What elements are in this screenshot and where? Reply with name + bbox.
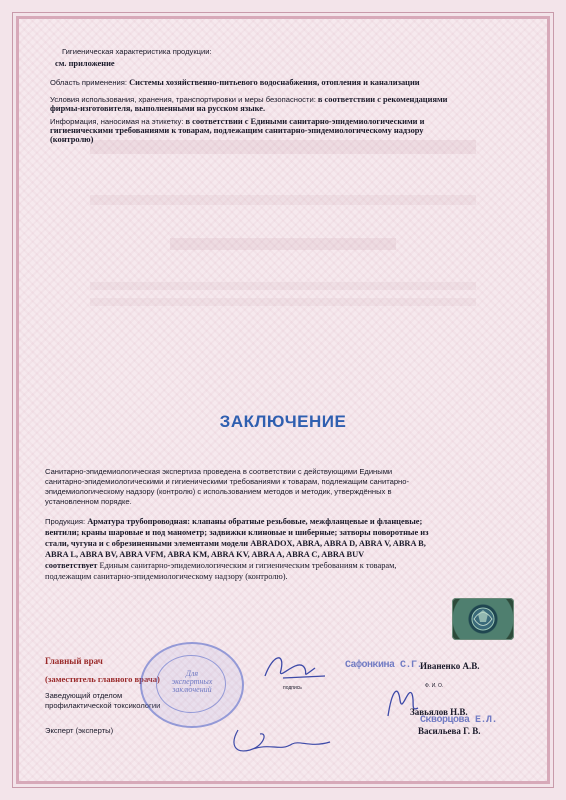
name-stamp-skvortsova: Скворцова Е.Л. [420,715,498,726]
product-line4: ABRA L, ABRA BV, ABRA VFM, ABRA KM, ABRA KV, ABRA A, ABRA C, ABRA BUV [45,550,365,559]
bg-pattern-band [90,298,476,306]
official-stamp [140,642,244,728]
name-stamp-safonkina: Сафонкина С.Г. [345,660,423,671]
fio-caption: Ф. И. О. [425,683,444,689]
name-chief: Иваненко А.В. [420,661,480,671]
label-value-2: гигиеническими требованиями к товарам, подлежащим санитарно-эпидемиологическому надзору [50,126,424,135]
usage-value-1: в соответствии с рекомендациями [317,95,448,104]
scope-line [50,78,420,88]
chief-doctor-label: Главный врач [45,656,103,666]
stamp-text-line1: Для [185,669,199,678]
emblem-icon [452,598,514,640]
complies-bold: соответствует [45,561,98,570]
complies-line2: подлежащим санитарно-эпидемиологическому надзору (контролю). [45,572,288,581]
hygiene-label: Гигиеническая характеристика продукции: [62,47,212,56]
name-head: Завьялов Н.В. [410,707,468,717]
bg-pattern-band [90,140,476,154]
scope-value: Системы хозяйственно-питьевого водоснабжения, отопления и канализации [129,78,420,87]
product-line1 [45,517,422,527]
signature-chief [255,648,335,688]
product-text-1: Арматура трубопроводная: клапаны обратные резьбовые, межфланцевые и фланцевые; [87,517,423,526]
bg-pattern-band [90,195,476,205]
head-dept-line1: Заведующий отделом [45,691,123,700]
head-dept-line2: профилактической токсикологии [45,701,161,710]
usage-label: Условия использования, хранения, транспортировки и меры безопасности: [50,95,316,104]
stamp-text-line2: экспертных [171,677,213,686]
para1-line4: установленном порядке. [45,497,132,506]
para1-line2: санитарно-эпидемиологическими и гигиеническими требованиями к товарам, подлежащим санитарно- [45,477,409,486]
label-value-1: в соответствии с Едиными санитарно-эпидемиологическими и [185,117,425,126]
complies-rest: Единым санитарно-эпидемиологическим и гигиеническим требованиям к товарам, [99,561,397,570]
usage-value-2: фирмы-изготовителя, выполненными на русском языке. [50,104,266,113]
stamp-text [142,670,242,694]
signature-caption: подпись [283,685,302,691]
expert-label: Эксперт (эксперты) [45,726,114,735]
bg-pattern-band [170,238,396,250]
para1-line3: эпидемиологическому надзору (контролю) с использованием методов и методик, утверждённых в [45,487,392,496]
label-value-3: (контролю) [50,135,94,144]
product-line3: стали, чугуна и с обрезиненными элементами модели ABRADOX, ABRA, ABRA D, ABRA V, ABRA B, [45,539,426,548]
signature-expert [220,722,340,758]
product-line2: вентили; краны шаровые и под манометр; задвижки клиновые и шиберные; затворы поворотные из [45,528,429,537]
complies-line [45,561,397,571]
conclusion-title: ЗАКЛЮЧЕНИЕ [219,412,347,431]
name-expert: Васильева Г. В. [418,726,481,736]
hologram-emblem [452,598,514,640]
stamp-text-line3: заключений [172,685,212,694]
product-label: Продукция: [45,517,86,526]
label-label: Информация, наносимая на этикетку: [50,117,184,126]
scope-label: Область применения: [50,78,128,87]
hygiene-value: см. приложение [55,59,115,68]
deputy-label: (заместитель главного врача) [45,674,160,684]
bg-pattern-band [90,282,476,290]
para1-line1: Санитарно-эпидемиологическая экспертиза проведена в соответствии с действующими Едиными [45,467,393,476]
